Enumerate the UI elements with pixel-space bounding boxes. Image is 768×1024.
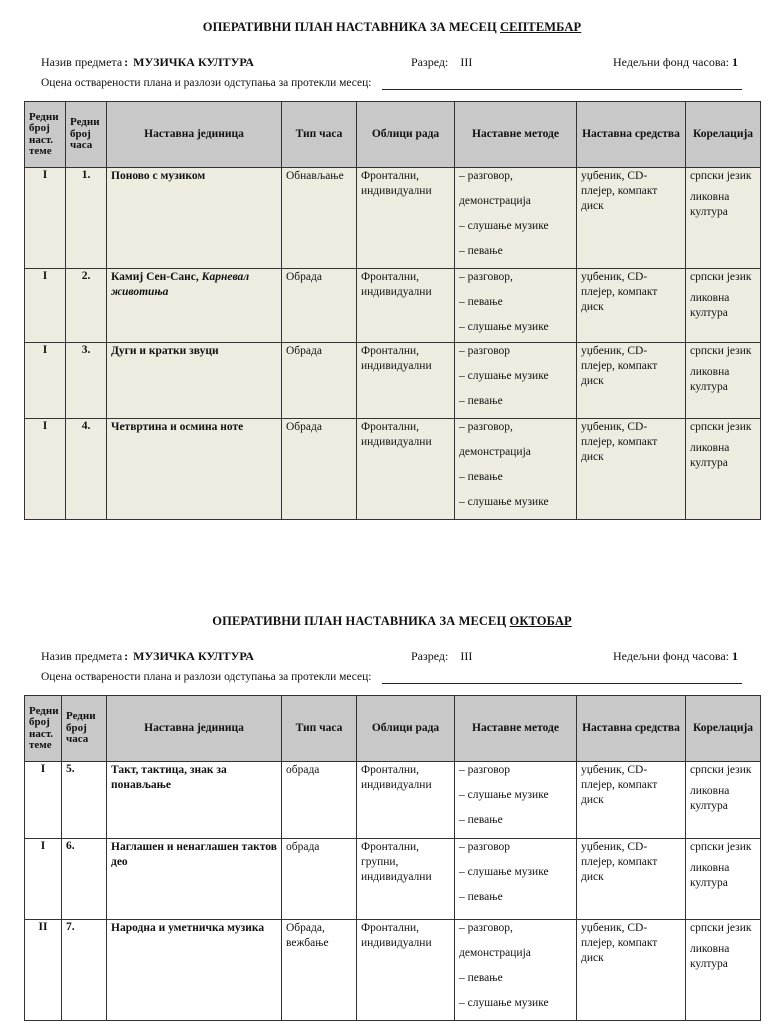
cell-methods <box>455 839 577 920</box>
cell-unit <box>107 419 282 520</box>
page-title <box>24 20 760 35</box>
weekly-fund-value: 1 <box>732 649 738 663</box>
plan-september <box>24 0 760 520</box>
method-item: – певање <box>459 395 503 407</box>
cell-lesson-number: 5. <box>62 762 107 839</box>
cell-work-forms: Фронтални, индивидуални <box>357 269 455 343</box>
cell-unit <box>107 168 282 269</box>
method-item: – слушање музике <box>459 866 549 878</box>
cell-lesson-type: Обрада <box>282 269 357 343</box>
header-correlation: Корелација <box>686 102 761 168</box>
cell-theme: I <box>25 343 66 419</box>
grade-label: Разред: <box>411 649 449 663</box>
cell-work-forms: Фронтални, индивидуални <box>357 168 455 269</box>
method-item: – певање <box>459 296 503 308</box>
method-item: демонстрација <box>459 446 531 458</box>
cell-work-forms: Фронтални, групни, индивидуални <box>357 839 455 920</box>
title-month: ОКТОБАР <box>509 614 572 628</box>
subject-label: Назив предмета <box>41 55 123 69</box>
cell-means: уџбеник, CD-плејер, компакт диск <box>577 762 686 839</box>
cell-unit <box>107 839 282 920</box>
cell-means: уџбеник, CD-плејер, компакт диск <box>577 839 686 920</box>
unit-text: Камиј Сен-Санс, <box>111 271 202 283</box>
header-methods: Наставне методе <box>455 102 577 168</box>
cell-means: уџбеник, CD-плејер, компакт диск <box>577 419 686 520</box>
method-item: демонстрација <box>459 195 531 207</box>
correlation-item: српски језик <box>690 841 752 853</box>
correlation-item: ликовна култура <box>690 862 730 889</box>
cell-lesson-type: Обрада <box>282 419 357 520</box>
correlation-item: ликовна култура <box>690 785 730 812</box>
cell-methods <box>455 343 577 419</box>
header-methods: Наставне методе <box>455 696 577 762</box>
cell-lesson-type: обрада <box>282 762 357 839</box>
cell-correlation <box>686 920 761 1021</box>
header-lesson-number: Редни број часа <box>62 696 107 762</box>
plan-meta <box>24 649 760 665</box>
table-row <box>25 762 761 839</box>
table-row <box>25 168 761 269</box>
cell-unit <box>107 269 282 343</box>
cell-lesson-number: 4. <box>66 419 107 520</box>
cell-lesson-type: Обрада <box>282 343 357 419</box>
cell-theme: I <box>25 839 62 920</box>
subject-label: Назив предмета <box>41 649 123 663</box>
cell-theme: I <box>25 168 66 269</box>
subject-colon: : <box>124 649 129 663</box>
cell-methods <box>455 920 577 1021</box>
correlation-item: српски језик <box>690 345 752 357</box>
method-item: – разговор, <box>459 170 513 182</box>
correlation-item: ликовна култура <box>690 442 730 469</box>
header-means: Наставна средства <box>577 696 686 762</box>
cell-lesson-type: обрада <box>282 839 357 920</box>
cell-theme: I <box>25 269 66 343</box>
method-item: демонстрација <box>459 947 531 959</box>
cell-lesson-number: 6. <box>62 839 107 920</box>
weekly-fund-value: 1 <box>732 55 738 69</box>
method-item: – разговор, <box>459 922 513 934</box>
method-item: – певање <box>459 814 503 826</box>
subject-value: МУЗИЧКА КУЛТУРА <box>133 55 254 69</box>
evaluation-field <box>24 671 760 687</box>
evaluation-line <box>382 683 742 684</box>
cell-theme: I <box>25 419 66 520</box>
cell-correlation <box>686 168 761 269</box>
grade-label: Разред: <box>411 55 449 69</box>
evaluation-label: Оцена остварености плана и разлози одступања за протекли месец: <box>41 77 372 89</box>
page-title <box>24 614 760 629</box>
table-row <box>25 839 761 920</box>
cell-unit <box>107 762 282 839</box>
header-means: Наставна средства <box>577 102 686 168</box>
cell-lesson-type: Обнављање <box>282 168 357 269</box>
table-row <box>25 920 761 1021</box>
cell-work-forms: Фронтални, индивидуални <box>357 419 455 520</box>
cell-unit <box>107 920 282 1021</box>
evaluation-label: Оцена остварености плана и разлози одступања за протекли месец: <box>41 671 372 683</box>
plan-october <box>24 594 760 1021</box>
cell-methods <box>455 168 577 269</box>
correlation-item: ликовна култура <box>690 292 730 319</box>
table-header-row <box>25 696 761 762</box>
plan-table <box>24 695 761 1021</box>
header-unit: Наставна јединица <box>107 696 282 762</box>
cell-means: уџбеник, CD-плејер, компакт диск <box>577 343 686 419</box>
cell-work-forms: Фронтални, индивидуални <box>357 762 455 839</box>
cell-means: уџбеник, CD-плејер, компакт диск <box>577 168 686 269</box>
cell-methods <box>455 269 577 343</box>
weekly-fund-label: Недељни фонд часова: <box>613 649 732 663</box>
method-item: – певање <box>459 245 503 257</box>
correlation-item: српски језик <box>690 764 752 776</box>
cell-correlation <box>686 839 761 920</box>
header-lesson-type: Тип часа <box>282 696 357 762</box>
cell-lesson-number: 1. <box>66 168 107 269</box>
title-text: ОПЕРАТИВНИ ПЛАН НАСТАВНИКА ЗА МЕСЕЦ <box>212 614 510 628</box>
method-item: – разговор <box>459 345 511 357</box>
cell-lesson-number: 3. <box>66 343 107 419</box>
grade-field <box>411 649 472 664</box>
plan-table <box>24 101 761 520</box>
method-item: – певање <box>459 891 503 903</box>
unit-text: Такт, тактица, знак за понављање <box>111 764 227 791</box>
unit-text: Четвртина и осмина ноте <box>111 421 244 433</box>
plan-meta <box>24 55 760 71</box>
method-item: – слушање музике <box>459 789 549 801</box>
table-row <box>25 419 761 520</box>
cell-means: уџбеник, CD-плејер, компакт диск <box>577 920 686 1021</box>
header-theme: Редни број наст. теме <box>25 696 62 762</box>
method-item: – слушање музике <box>459 496 549 508</box>
grade-value: III <box>460 649 473 663</box>
cell-correlation <box>686 419 761 520</box>
cell-correlation <box>686 762 761 839</box>
grade-field <box>411 55 472 70</box>
correlation-item: српски језик <box>690 170 752 182</box>
correlation-item: ликовна култура <box>690 943 730 970</box>
cell-unit <box>107 343 282 419</box>
evaluation-field <box>24 77 760 93</box>
table-row <box>25 269 761 343</box>
unit-italic-text: Карневал животиња <box>111 271 250 298</box>
method-item: – слушање музике <box>459 370 549 382</box>
unit-text: Дуги и кратки звуци <box>111 345 219 357</box>
cell-lesson-number: 7. <box>62 920 107 1021</box>
method-item: – певање <box>459 471 503 483</box>
method-item: – разговор <box>459 764 511 776</box>
header-unit: Наставна јединица <box>107 102 282 168</box>
subject-field <box>41 55 254 70</box>
title-month: СЕПТЕМБАР <box>500 20 582 34</box>
cell-methods <box>455 419 577 520</box>
table-row <box>25 343 761 419</box>
method-item: – слушање музике <box>459 220 549 232</box>
correlation-item: српски језик <box>690 271 752 283</box>
method-item: – певање <box>459 972 503 984</box>
cell-correlation <box>686 343 761 419</box>
cell-means: уџбеник, CD-плејер, компакт диск <box>577 269 686 343</box>
title-text: ОПЕРАТИВНИ ПЛАН НАСТАВНИКА ЗА МЕСЕЦ <box>202 20 500 34</box>
table-header-row <box>25 102 761 168</box>
evaluation-line <box>382 89 742 90</box>
unit-text: Поново с музиком <box>111 170 206 182</box>
header-work-forms: Облици рада <box>357 102 455 168</box>
header-lesson-type: Тип часа <box>282 102 357 168</box>
unit-text: Наглашен и ненаглашен тактов део <box>111 841 277 868</box>
correlation-item: српски језик <box>690 421 752 433</box>
correlation-item: српски језик <box>690 922 752 934</box>
cell-methods <box>455 762 577 839</box>
subject-field <box>41 649 254 664</box>
correlation-item: ликовна култура <box>690 366 730 393</box>
header-lesson-number: Редни број часа <box>66 102 107 168</box>
weekly-fund-field <box>613 55 738 70</box>
method-item: – слушање музике <box>459 321 549 333</box>
unit-text: Народна и уметничка музика <box>111 922 265 934</box>
method-item: – разговор <box>459 841 511 853</box>
cell-correlation <box>686 269 761 343</box>
header-theme: Редни број наст. теме <box>25 102 66 168</box>
weekly-fund-label: Недељни фонд часова: <box>613 55 732 69</box>
method-item: – слушање музике <box>459 997 549 1009</box>
correlation-item: ликовна култура <box>690 191 730 218</box>
cell-theme: I <box>25 762 62 839</box>
header-correlation: Корелација <box>686 696 761 762</box>
subject-value: МУЗИЧКА КУЛТУРА <box>133 649 254 663</box>
cell-work-forms: Фронтални, индивидуални <box>357 920 455 1021</box>
weekly-fund-field <box>613 649 738 664</box>
method-item: – разговор, <box>459 271 513 283</box>
cell-work-forms: Фронтални, индивидуални <box>357 343 455 419</box>
cell-theme: II <box>25 920 62 1021</box>
cell-lesson-number: 2. <box>66 269 107 343</box>
method-item: – разговор, <box>459 421 513 433</box>
subject-colon: : <box>124 55 129 69</box>
header-work-forms: Облици рада <box>357 696 455 762</box>
grade-value: III <box>460 55 473 69</box>
cell-lesson-type: Обрада, вежбање <box>282 920 357 1021</box>
